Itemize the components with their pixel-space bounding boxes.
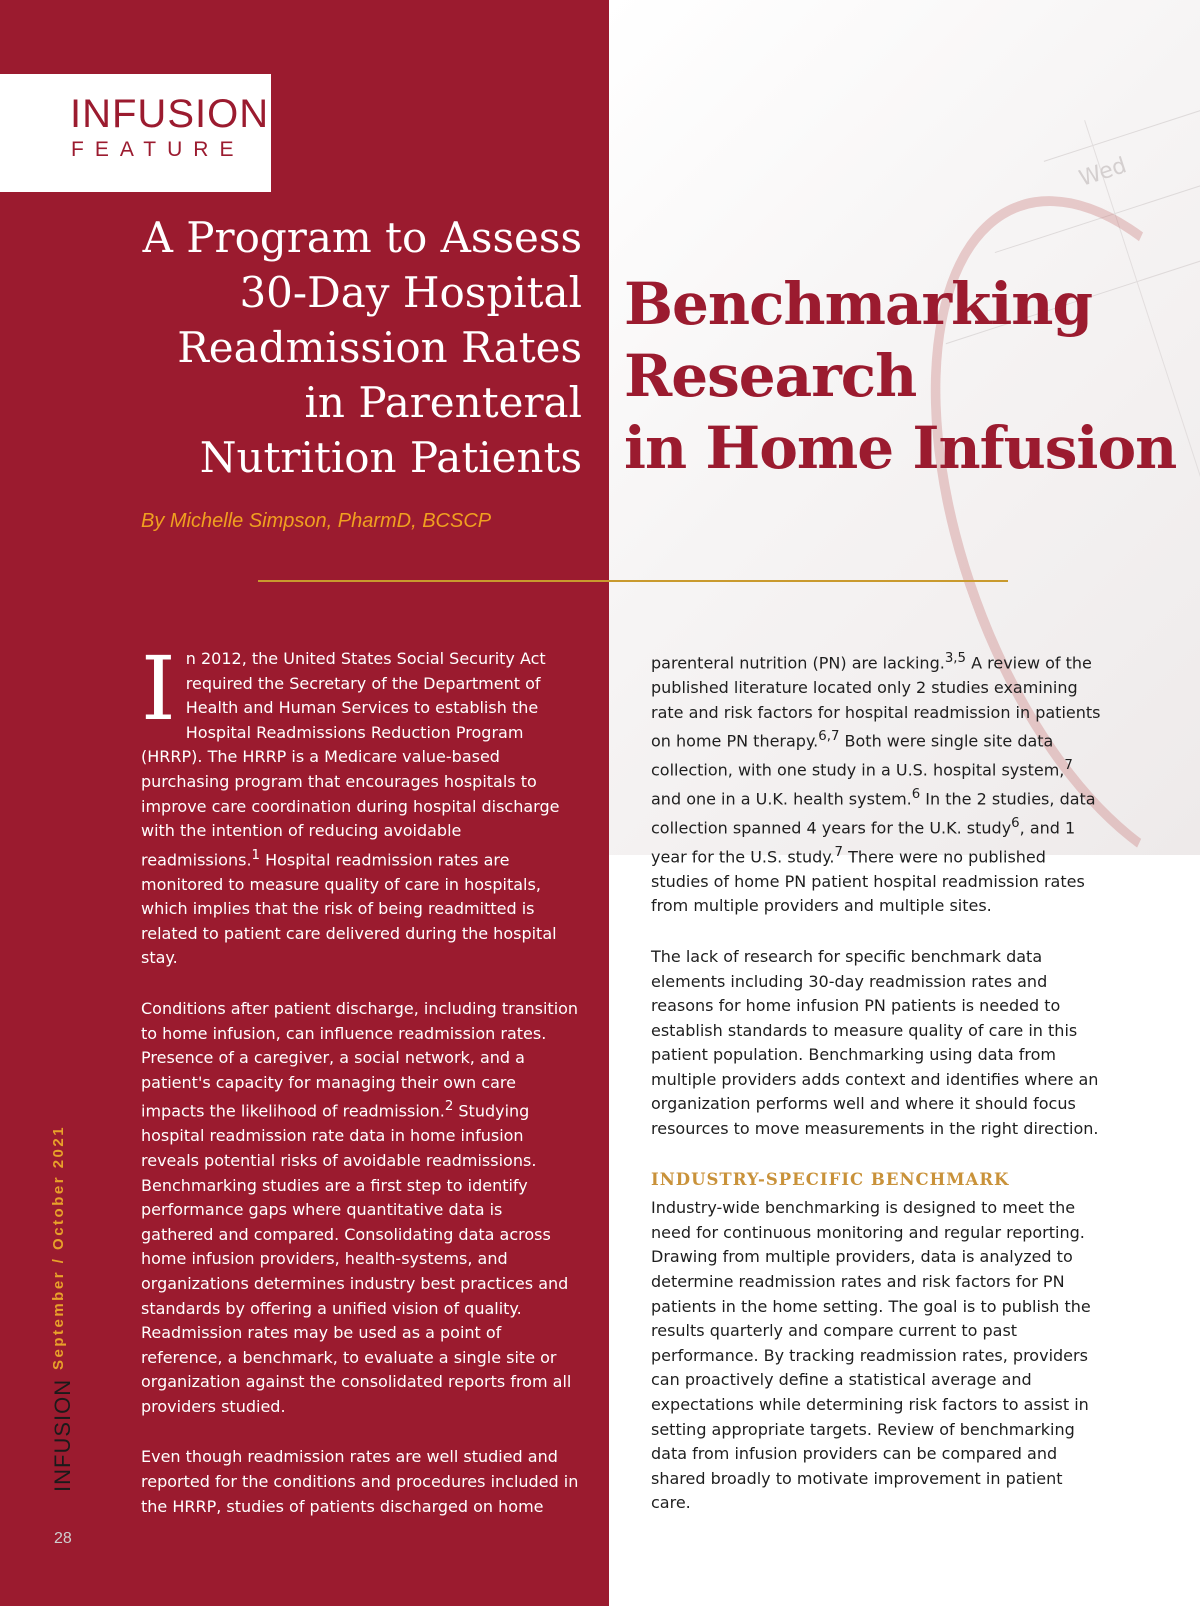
magazine-logo — [0, 74, 271, 192]
headline-line: Benchmarking — [624, 270, 1093, 338]
citation: 6 — [911, 786, 921, 802]
body-paragraph: Conditions after patient discharge, including transition to home infusion, can influence readmission rates. Presence of a caregiver, a social network, and a patient's capacity for managing their own care impacts the likelihood of readmission.$^2$ Studying hospital readmission rate data in home infusion reveals potential risks of avoidable readmissions. Benchmarking studies are a first step to identify performance gaps where quantitative data is gathered and compared. Consolidating data across home infusion providers, health-systems, and organizations determines industry best practices and standards by offering a unified vision of quality. Readmission rates may be used as a point of reference, a benchmark, to evaluate a single site or organization against the consolidated reports from all providers studied. — [141, 999, 579, 1416]
calendar-day-label: Wed — [1076, 153, 1130, 192]
drop-cap: I — [141, 637, 176, 740]
body-paragraph: parenteral nutrition (PN) are lacking.$^{3,5}$ A review of the published literature located only 2 studies examining rate and risk factors for hospital readmission in patients on home PN therapy.$^{6,7}$ Both were single site data collection, with one study in a U.S. hospital system,$^7$ and one in a U.K. health system.$^6$ In the 2 studies, data collection spanned 4 years for the U.K. study$^6$, and 1 year for the U.S. study.$^7$ There were no published studies of home PN patient hospital readmission rates from multiple providers and multiple sites. — [651, 651, 1101, 916]
body-paragraph: In 2012, the United States Social Security Act required the Secretary of the Department of Health and Human Services to establish the Hospital Readmissions Reduction Program (HRRP). The HRRP is a Medicare value-based purchasing program that encourages hospitals to improve care coordination during hospital discharge with the intention of reducing avoidable readmissions.$^1$ Hospital readmission rates are monitored to measure quality of care in hospitals, which implies that the risk of being readmitted is related to patient care delivered during the hospital stay. — [141, 637, 560, 968]
page-number: 28 — [54, 1530, 72, 1547]
subtitle-line: in Parenteral — [304, 378, 582, 427]
citation: 2 — [444, 1099, 454, 1115]
article-subtitle — [112, 210, 582, 485]
body-paragraph: The lack of research for specific benchmark data elements including 30-day readmission rates and reasons for home infusion PN patients is needed to establish standards to measure quality of care in this patient population. Benchmarking using data from multiple providers adds context and identifies where an organization performs well and where it should focus resources to move measurements in the right direction. — [651, 946, 1099, 1139]
side-logo: INFUSION — [50, 1378, 75, 1492]
citation: 3,5 — [944, 651, 967, 666]
headline-line: in Home Infusion — [624, 414, 1177, 482]
section-heading: INDUSTRY-SPECIFIC BENCHMARK — [651, 1169, 1010, 1189]
citation: 6 — [1011, 815, 1020, 831]
citation: 6,7 — [818, 729, 840, 745]
citation: 7 — [834, 844, 843, 860]
subtitle-line: Nutrition Patients — [199, 433, 582, 482]
author-byline: By Michelle Simpson, PharmD, BCSCP — [141, 510, 492, 532]
issue-date: September / October 2021 — [50, 1124, 67, 1370]
body-paragraph: Even though readmission rates are well studied and reported for the conditions and procedures included in the HRRP, studies of patients discharged on home — [141, 1447, 579, 1516]
subtitle-line: Readmission Rates — [177, 323, 582, 372]
left-text-column — [141, 637, 579, 1545]
subtitle-line: A Program to Assess — [142, 213, 582, 262]
logo-section-label: FEATURE — [71, 138, 245, 161]
citation: 7 — [1064, 758, 1073, 774]
logo-wordmark: INFUSION — [70, 92, 270, 136]
body-paragraph: Industry-wide benchmarking is designed to meet the need for continuous monitoring and regular reporting. Drawing from multiple providers, data is analyzed to determine readmission rates and risk factors for PN patients in the home setting. The goal is to publish the results quarterly and compare current to past performance. By tracking readmission rates, providers can proactively define a statistical average and expectations while determining risk factors to assist in setting appropriate targets. Review of benchmarking data from infusion providers can be compared and shared broadly to motivate improvement in patient care. — [651, 1198, 1091, 1513]
article-headline — [624, 268, 1194, 484]
citation: 1 — [251, 847, 261, 863]
headline-line: Research — [624, 342, 917, 410]
right-text-column — [651, 647, 1106, 1542]
subtitle-line: 30-Day Hospital — [239, 268, 582, 317]
divider-rule — [258, 580, 1008, 582]
